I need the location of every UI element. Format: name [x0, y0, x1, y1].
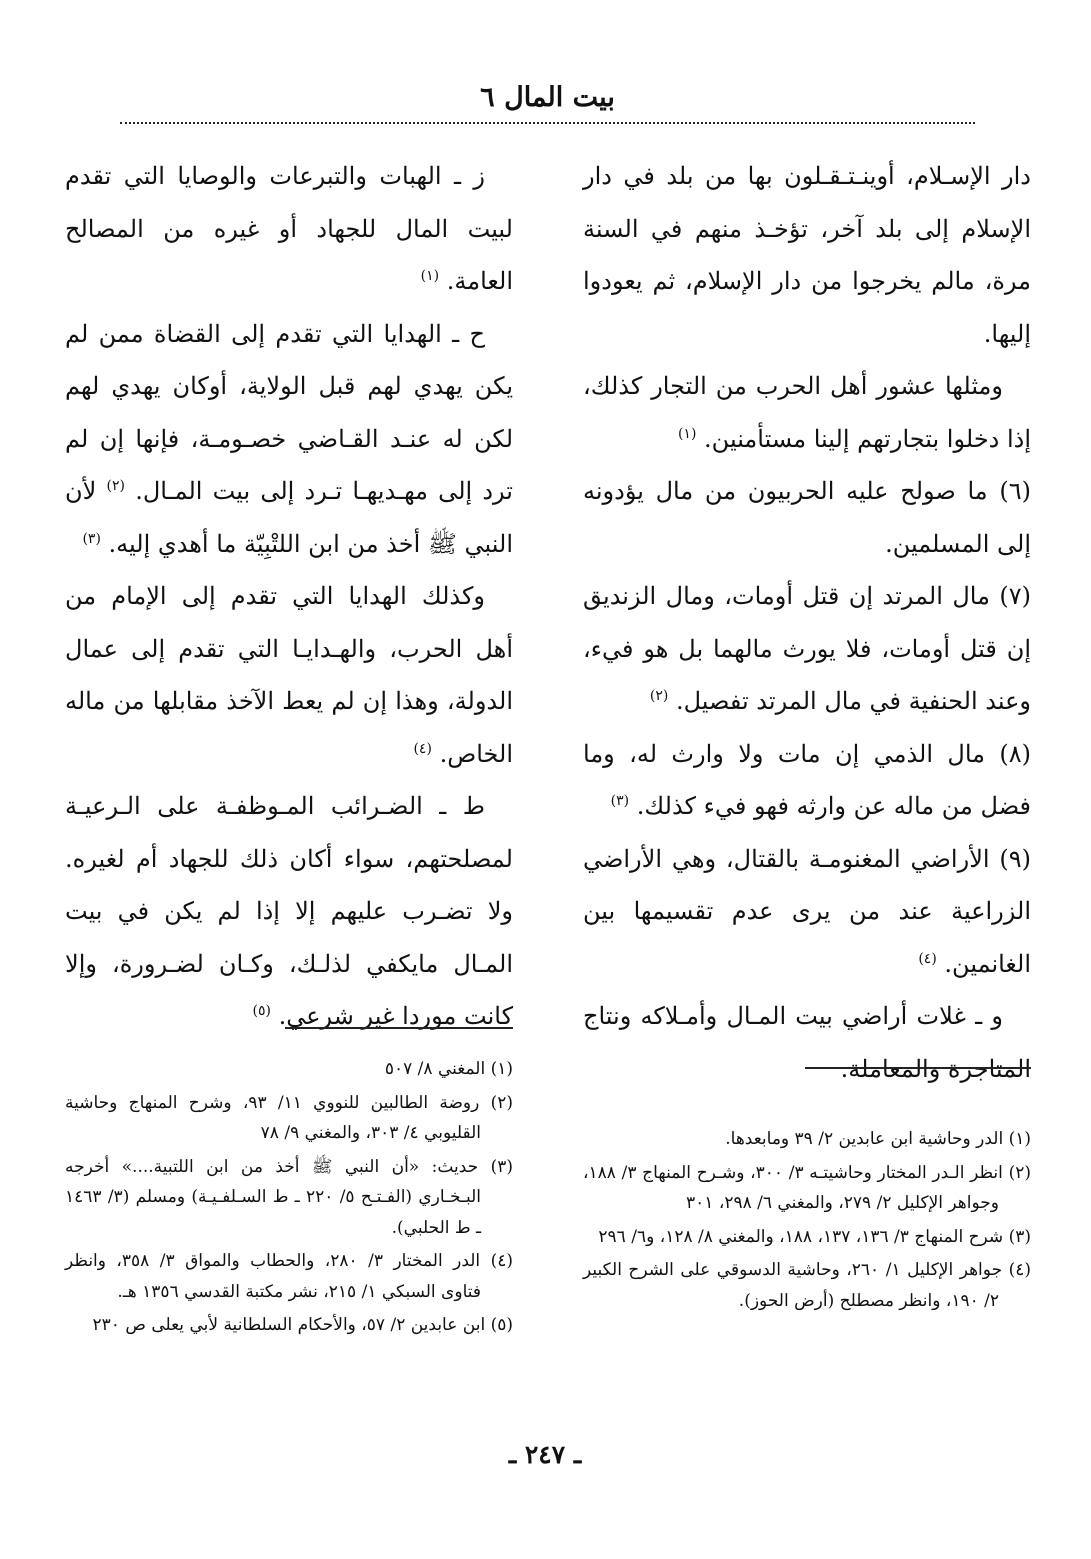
footnote: (٢) روضة الطالبين للنووي ١١/ ٩٣، وشرح المنهاج وحاشية القليوبي ٤/ ٣٠٣، والمغني ٩/ ٧٨ — [65, 1092, 513, 1143]
footnote: (٤) الدر المختار ٣/ ٢٨٠، والحطاب والمواق ٣/ ٣٥٨، وانظر فتاوى السبكي ١/ ٢١٥، نشر مكتبة القدسي ١٣٥٦ هـ. — [65, 1251, 513, 1302]
paragraph — [583, 833, 1031, 991]
paragraph: (٦) ما صولح عليه الحربيون من مال يؤدونه إلى المسلمين. — [583, 477, 1031, 558]
paragraph-text: (٧) مال المرتد إن قتل أومات، ومال الزنديق إن قتل أومات، فلا يورث مالهما بل هو فيء، وعند الحنفية في مال المرتد تفصيل. — [583, 582, 1031, 715]
footnotes-right — [583, 1124, 1031, 1319]
footnote: (١) المغني ٨/ ٥٠٧ — [384, 1059, 513, 1079]
footnote: (٣) شرح المنهاج ٣/ ١٣٦، ١٣٧، ١٨٨، والمغني ٨/ ١٢٨، و٦/ ٢٩٦ — [598, 1226, 1031, 1247]
footnote-ref: (٢) — [649, 688, 669, 704]
paragraph-text: ومثلها عشور أهل الحرب من التجار كذلك، إذا دخلوا بتجارتهم إلينا مستأمنين. — [583, 372, 1031, 453]
footnote-ref: (٤) — [918, 950, 937, 967]
paragraph-text: ط ـ الضـرائب المـوظفـة على الـرعيـة لمصلحتهم، سواء أكان ذلك للجهاد أم لغيره. ولا تضـرب عليهم إلا إذا لم يكن في بيت المـال مايكفي لذلـك، وكـان لضـرورة، وإلا كانت موردا غير شرعي. — [65, 792, 513, 1030]
paragraph — [65, 780, 513, 1043]
paragraph: دار الإسـلام، أوينـتـقـلون بها من بلد في دار الإسلام إلى بلد آخر، تؤخـذ منهم في السنة مرة، مالم يخرجوا من دار الإسلام، ثم يعودوا إليها. — [583, 162, 1031, 348]
paragraph-text: لأن النبي ﷺ أخذ من ابن اللتْبِيّة ما أهدي إليه. — [65, 477, 513, 558]
paragraph-text: ز ـ الهبات والتبرعات والوصايا التي تقدم لبيت المال للجهاد أو غيره من المصالح العامة. — [65, 162, 513, 295]
right-text-column — [583, 150, 1031, 1095]
paragraph-text: ح ـ الهدايا التي تقدم إلى القضاة ممن لم يكن يهدي لهم قبل الولاية، أوكان يهدي لهم لكن له عنـد القـاضي خصـومـة، فإنها إن لم ترد إلى مهـديهـا تـرد إلى بيت المـال. — [65, 319, 514, 505]
footnote-ref: (٤) — [413, 740, 432, 757]
footnote-ref: (١) — [677, 425, 697, 442]
footnote-separator — [805, 1067, 1031, 1069]
running-header: بيت المال ٦ — [480, 82, 615, 113]
paragraph — [65, 308, 513, 571]
page-number: ـ ٢٤٧ ـ — [508, 1440, 582, 1469]
footnote-ref: (٣) — [82, 530, 101, 547]
footnote: (٢) انظر الـدر المختار وحاشيتـه ٣/ ٣٠٠، وشـرح المنهاج ٣/ ١٨٨، وجواهر الإكليل ٢/ ٢٧٩، والمغني ٦/ ٢٩٨، ٣٠١ — [583, 1162, 1031, 1213]
footnote: (١) الدر وحاشية ابن عابدين ٢/ ٣٩ ومابعدها. — [725, 1129, 1031, 1149]
paragraph — [65, 570, 513, 780]
paragraph-text: وكذلك الهدايا التي تقدم إلى الإمام من أهل الحرب، والهـدايـا التي تقدم إلى عمال الدولة، وهذا إن لم يعط الآخذ مقابلها من ماله الخاص. — [65, 582, 513, 768]
footnote-ref: (١) — [420, 268, 440, 284]
paragraph-text: (٩) الأراضي المغنومـة بالقتال، وهي الأراضي الزراعية عند من يرى عدم تقسيمها بين الغانمين. — [583, 844, 1031, 978]
footnote-separator — [285, 1027, 513, 1029]
footnote-ref: (٢) — [106, 478, 125, 494]
header-dotted-rule — [120, 122, 975, 124]
paragraph — [583, 360, 1031, 465]
left-text-column — [65, 150, 513, 1043]
footnote: (٥) ابن عابدين ٢/ ٥٧، والأحكام السلطانية لأبي يعلى ص ٢٣٠ — [92, 1315, 513, 1335]
paragraph-text: (٨) مال الذمي إن مات ولا وارث له، وما فضل من ماله عن وارثه فهو فيء كذلك. — [583, 739, 1031, 820]
footnote: (٣) حديث: «أن النبي ﷺ أخذ من ابن اللتبية....» أخرجه البـخـاري (الفـتـح ٥/ ٢٢٠ ـ ط السـلفـيـة) ومسلم (٣/ ١٤٦٣ ـ ط الحلبي). — [65, 1156, 513, 1238]
paragraph — [583, 728, 1031, 833]
footnote-ref: (٥) — [252, 1003, 271, 1019]
paragraph — [583, 570, 1031, 728]
paragraph: و ـ غلات أراضي بيت المـال وأمـلاكه ونتاج المتاجرة والمعاملة. — [583, 1002, 1031, 1083]
footnote-ref: (٣) — [610, 793, 630, 809]
footnotes-left — [65, 1054, 513, 1344]
paragraph — [65, 150, 513, 308]
footnote: (٤) جواهر الإكليل ١/ ٢٦٠، وحاشية الدسوقي على الشرح الكبير ٢/ ١٩٠، وانظر مصطلح (أرض الحوز). — [583, 1260, 1031, 1311]
